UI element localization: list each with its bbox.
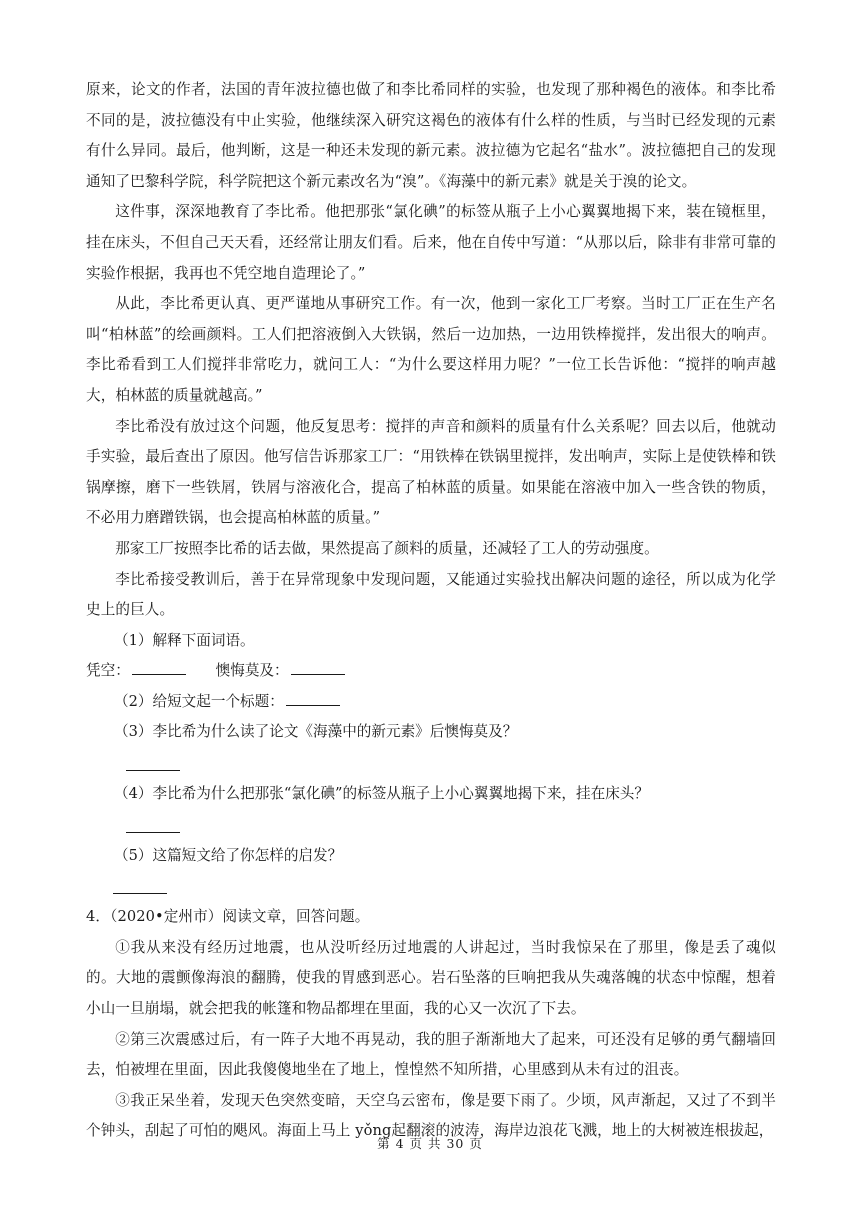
answer-blank-title [286,691,340,706]
term-pingkong-label: 凭空： [86,662,130,680]
paragraph: ③我正呆坐着，发现天色突然变暗，天空乌云密布，像是要下雨了。少顷，风声渐起，又过了不到半个钟头，刮起了可怕的飓风。海面上马上 yǒng起翻滚的波涛，海岸边浪花飞溅，地上的大树被连根拔起， [86,1091,776,1140]
paragraph: 李比希接受教训后，善于在异常现象中发现问题，又能通过实验找出解决问题的途径，所以成为化学史上的巨人。 [86,570,776,619]
question-1-terms [86,656,776,687]
question-1: （1）解释下面词语。 [114,631,255,649]
answer-blank-q4 [126,810,180,833]
paragraph: ②第三次震感过后，有一阵子大地不再晃动，我的胆子渐渐地大了起来，可还没有足够的勇气翻墙回去，怕被埋在里面，因此我傻傻地坐在了地上，惶惶然不知所措，心里感到从未有过的沮丧。 [86,1030,776,1079]
answer-blank-pingkong [132,660,186,675]
page-footer: 第 4 页 共 30 页 [377,1136,483,1151]
question-3: （3）李比希为什么读了论文《海藻中的新元素》后懊悔莫及？ [114,723,518,741]
question-4: （4）李比希为什么把那张“氯化碘”的标签从瓶子上小心翼翼地揭下来，挂在床头？ [114,785,649,803]
term-aohuimoji-label: 懊悔莫及： [215,662,289,680]
paragraph: 这件事，深深地教育了李比希。他把那张“氯化碘”的标签从瓶子上小心翼翼地揭下来，装在镜框里，挂在床头，不但自己天天看，还经常让朋友们看。后来，他在自传中写道：“从那以后，除非有非常可靠的实验作根据，我再也不凭空地自造理论了。” [86,203,776,282]
question-2-text: （2）给短文起一个标题： [114,692,284,710]
question-2 [86,687,776,718]
answer-blank-q3 [126,748,180,771]
paragraph: ①我从来没有经历过地震，也从没听经历过地震的人讲起过，当时我惊呆在了那里，像是丢了魂似的。大地的震颤像海浪的翻腾，使我的胃感到恶心。岩石坠落的巨响把我从失魂落魄的状态中惊醒，想着小山一旦崩塌，就会把我的帐篷和物品都埋在里面，我的心又一次沉了下去。 [86,938,776,1018]
answer-blank-aohuimoji [291,660,345,675]
answer-blank-q5 [113,871,167,894]
problem-4-heading: 4．（2020•定州市）阅读文章，回答问题。 [86,908,370,926]
page-content [86,75,776,1147]
paragraph: 李比希没有放过这个问题，他反复思考：搅拌的声音和颜料的质量有什么关系呢？回去以后，他就动手实验，最后查出了原因。他写信告诉那家工厂：“用铁棒在铁锅里搅拌，发出响声，实际上是使铁棒和铁锅摩擦，磨下一些铁屑，铁屑与溶液化合，提高了柏林蓝的质量。如果能在溶液中加入一些含铁的物质，不必用力磨蹭铁锅，也会提高柏林蓝的质量。” [86,417,776,527]
paragraph: 那家工厂按照李比希的话去做，果然提高了颜料的质量，还减轻了工人的劳动强度。 [115,539,659,557]
paragraph: 从此，李比希更认真、更严谨地从事研究工作。有一次，他到一家化工厂考察。当时工厂正在生产名叫“柏林蓝”的绘画颜料。工人们把溶液倒入大铁锅，然后一边加热，一边用铁棒搅拌，发出很大的响声。李比希看到工人们搅拌非常吃力，就问工人：“为什么要这样用力呢？”一位工长告诉他：“搅拌的响声越大，柏林蓝的质量就越高。” [86,295,776,404]
paragraph: 原来，论文的作者，法国的青年波拉德也做了和李比希同样的实验，也发现了那种褐色的液体。和李比希不同的是，波拉德没有中止实验，他继续深入研究这褐色的液体有什么样的性质，与当时已经发现的元素有什么异同。最后，他判断，这是一种还未发现的新元素。波拉德为它起名“盐水”。波拉德把自己的发现通知了巴黎科学院，科学院把这个新元素改名为“溴”。《海藻中的新元素》就是关于溴的论文。 [86,81,776,190]
question-5: （5）这篇短文给了你怎样的启发？ [114,846,343,864]
